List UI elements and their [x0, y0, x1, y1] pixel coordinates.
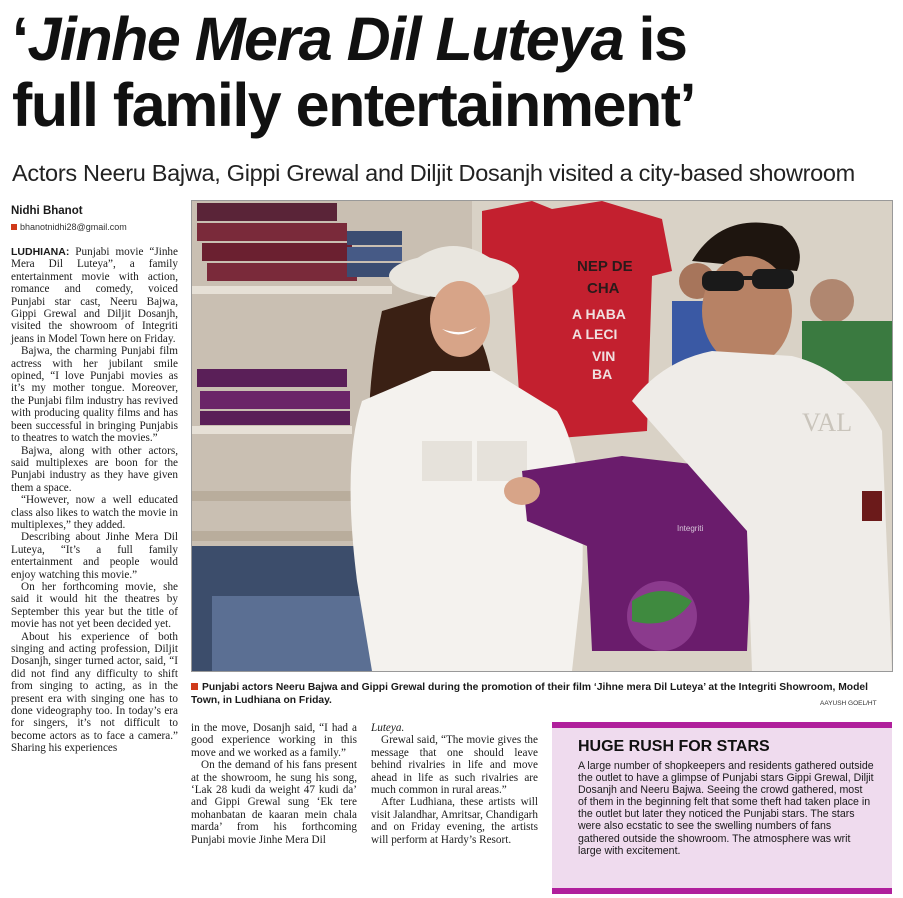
article-paragraph: in the move, Dosanjh said, “I had a good experience working in this move and we worked as a family.”: [191, 722, 357, 759]
sidebar-text: A large number of shopkeepers and residents gathered outside the outlet to have a glimpse of Punjabi stars Gippi Grewal, Diljit Dosanjh and Neeru Bajwa. Seeing the crowd gathered, most of them in the beginning felt that some theft had taken place in the outlet but later they noticed the Punjabi stars. The stars were also ecstatic to see the swelling numbers of fans gathered outside the showroom. The atmosphere was writ large with excitement.: [578, 760, 874, 857]
email-text: bhanotnidhi28@gmail.com: [20, 222, 127, 232]
byline-email: [11, 222, 127, 232]
article-paragraph: Grewal said, “The movie gives the message that one should leave behind rivalries in life and move ahead in life as such rivalries are much common in rural areas.”: [371, 734, 538, 797]
bullet-square-icon: [191, 683, 198, 690]
article-paragraph: Bajwa, along with other actors, said multiplexes are boon for the Punjabi industry as they have given them a space.: [11, 444, 178, 494]
paragraph-text: Punjabi movie “Jinhe Mera Dil Luteya”, a family entertainment movie with action, romance and comedy, voiced Punjabi star cast, Neeru Bajwa, Gippi Grewal and Diljit Dosanjh, visited the showroom of Integriti jeans in Model Town here on Friday.: [11, 246, 178, 345]
byline-author: Nidhi Bhanot: [11, 205, 83, 217]
shirt-graphic-text: A LECI: [572, 326, 618, 342]
headline-is: is: [623, 5, 687, 73]
article-paragraph: Describing about Jinhe Mera Dil Luteya, “It’s a full family entertainment and people would enjoy watching this movie.”: [11, 531, 178, 581]
sidebar-box: [552, 722, 892, 894]
shirt-graphic-text: NEP DE: [577, 258, 633, 275]
photo-credit: AAYUSH GOEL/HT: [820, 700, 877, 707]
article-paragraph: [11, 246, 178, 345]
tshirt-print-text: VAL: [802, 408, 853, 437]
article-paragraph: About his experience of both singing and acting profession, Diljit Dosanjh, singer turned actor, said, “I did not find any difficulty to shift from singing to acting, as in the present era with singing one has to done videography too. In today’s era for singers, it’s not difficult to become actors as to face a camera.” Sharing his experiences: [11, 630, 178, 755]
sidebar-title: HUGE RUSH FOR STARS: [578, 738, 770, 755]
shirt-graphic-text: BA: [592, 366, 613, 382]
subheadline: Actors Neeru Bajwa, Gippi Grewal and Diljit Dosanjh visited a city-based showroom: [12, 160, 855, 186]
headline: [12, 6, 897, 138]
headline-quote: ‘: [12, 5, 28, 73]
article-paragraph: “However, now a well educated class also likes to watch the movie in multiplexes,” they added.: [11, 494, 178, 531]
article-paragraph: On the demand of his fans present at the showroom, he sung his song, ‘Lak 28 kudi da weight 47 kudi da’ and Gippi Grewal sung ‘Ek tere mohanbatan de kaaran mein chala marda’ from his forthcoming Punjabi movie Jinhe Mera Dil: [191, 759, 357, 846]
article-column-1: [11, 246, 178, 755]
headline-film-title: Jinhe Mera Dil Luteya: [27, 5, 624, 73]
article-column-3: [371, 722, 538, 846]
shirt-graphic-text: VIN: [592, 348, 616, 364]
article-column-2: [191, 722, 357, 846]
photo-illustration: [192, 201, 892, 671]
headline-line-1: [12, 6, 897, 72]
article-paragraph: Luteya.: [371, 722, 405, 734]
article-paragraph: After Ludhiana, these artists will visit Jalandhar, Amritsar, Chandigarh and on Friday evening, the artists will perform at Hardy’s Resort.: [371, 796, 538, 846]
event-photo: [191, 200, 893, 672]
article-paragraph: On her forthcoming movie, she said it would hit the theatres by September this year but the title of movie has not yet been decided yet.: [11, 580, 178, 631]
shirt-graphic-text: A HABA: [572, 306, 626, 322]
photo-caption: [191, 682, 891, 707]
article-paragraph: Bajwa, the charming Punjabi film actress with her jubilant smile opined, “I love Punjabi movies as it’s my mother tongue. Moreover, the Punjabi film industry has revived with producing quality films and has been successful in bringing Punjabis to theatres to watch the movies.”: [11, 345, 178, 445]
shirt-graphic-text: CHA: [587, 280, 620, 297]
headline-line-2: full family entertainment’: [12, 71, 695, 139]
bullet-square-icon: [11, 224, 17, 230]
dateline: LUDHIANA:: [11, 246, 70, 258]
shirt-logo-text: Integriti: [677, 524, 704, 533]
caption-text: Punjabi actors Neeru Bajwa and Gippi Grewal during the promotion of their film ‘Jihne mera Dil Luteya’ at the Integriti Showroom, Model Town, in Ludhiana on Friday.: [191, 682, 868, 706]
